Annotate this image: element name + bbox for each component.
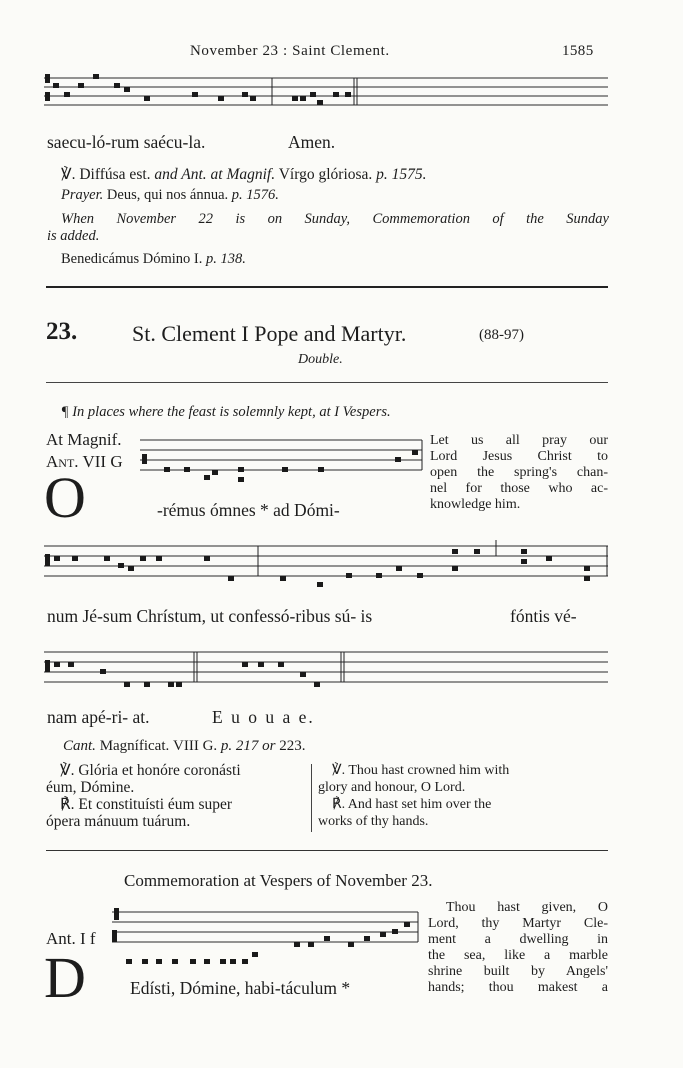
- canticle-mode: VIII G.: [173, 738, 218, 754]
- feast-number: 23.: [46, 318, 78, 345]
- versicle-page: p. 1575.: [376, 166, 427, 183]
- music-staff-4: [44, 652, 610, 700]
- benedicamus-line: [61, 251, 246, 268]
- canticle-name: Magníficat.: [99, 738, 170, 754]
- versicle-english-line: glory and honour, O Lord.: [318, 780, 466, 795]
- feast-rank: Double.: [298, 352, 343, 367]
- versicle-latin-line: ℟. Et constituísti éum super: [60, 796, 233, 813]
- translation-line: hands; thou makest a: [428, 980, 608, 995]
- canticle-page-alt: 223.: [279, 738, 306, 754]
- versicle-antiphon: Vírgo glóriosa.: [278, 166, 373, 183]
- column-divider: [311, 764, 312, 832]
- versicle-latin-line: ℣. Glória et honóre coronásti: [60, 762, 241, 779]
- versicle-latin-line: ópera mánuum tuárum.: [46, 813, 191, 830]
- prayer-text: Deus, qui nos ánnua.: [106, 187, 229, 203]
- canticle-line: [63, 738, 306, 755]
- prayer-line: [61, 187, 279, 204]
- versicle-english-line: ℣. Thou hast crowned him with: [332, 763, 510, 778]
- vespers-rubric: ¶ In places where the feast is solemnly kept, at I Vespers.: [61, 404, 391, 420]
- drop-initial-o: O: [44, 465, 86, 530]
- antiphon-label: At Magnif.: [46, 430, 122, 449]
- lyric-amen: Amen.: [288, 132, 336, 152]
- feast-title: St. Clement I Pope and Martyr.: [132, 321, 407, 346]
- versicle-english-line: works of thy hands.: [318, 814, 429, 829]
- antiphon-lyric-line-2-end: fóntis vé-: [510, 606, 577, 626]
- prayer-rubric: Prayer.: [61, 187, 104, 203]
- versicle-english-line: ℟. And hast set him over the: [332, 797, 492, 812]
- commemoration-lyric: Edísti, Dómine, habi-táculum *: [130, 978, 351, 998]
- translation-line: open the spring's chan-: [430, 465, 608, 480]
- antiphon-lyric-line-2: num Jé-sum Chrístum, ut confessó-ribus sú- is: [47, 606, 373, 626]
- versicle-line: [61, 165, 427, 184]
- antiphon-lyric-line-1: -rémus ómnes * ad Dómi-: [157, 500, 340, 520]
- antiphon-lyric-line-3: nam apé-ri- at.: [47, 707, 150, 727]
- translation-line: Lord, thy Martyr Cle-: [428, 916, 608, 931]
- translation-line: Lord Jesus Christ to: [430, 449, 608, 464]
- canticle-page: p. 217: [220, 738, 259, 754]
- versicle-text: ℣. Diffúsa est.: [61, 166, 151, 183]
- antiphon-mode: Ant. VII G: [46, 452, 123, 471]
- versicle-latin-line: éum, Dómine.: [46, 779, 135, 796]
- translation-line: Let us all pray our: [430, 433, 608, 448]
- translation-line: nel for those who ac-: [430, 481, 608, 496]
- translation-line: ment a dwelling in: [428, 932, 608, 947]
- commemoration-divider: [46, 850, 608, 851]
- canticle-or: or: [262, 738, 276, 754]
- section-divider: [46, 286, 608, 288]
- canticle-rubric: Cant.: [63, 738, 96, 754]
- feast-years: (88-97): [479, 327, 524, 343]
- antiphon-translation: [430, 433, 608, 513]
- drop-initial-d: D: [44, 945, 86, 1010]
- commemoration-heading: Commemoration at Vespers of November 23.: [124, 871, 433, 890]
- translation-line: the sea, like a marble: [428, 948, 608, 963]
- music-staff-3: [44, 546, 610, 602]
- rubric-when-line: When November 22 is on Sunday, Commemoration of the Sunday: [61, 211, 609, 227]
- versicle-rubric: and Ant. at Magnif.: [154, 166, 276, 183]
- commemoration-translation: [428, 900, 608, 996]
- prayer-page: p. 1576.: [231, 187, 279, 203]
- commemoration-antiphon-label: Ant. I f: [46, 929, 96, 948]
- translation-line: Thou hast given, O: [446, 900, 608, 915]
- music-staff-2: [140, 440, 425, 492]
- running-title: November 23 : Saint Clement.: [190, 43, 390, 59]
- rubric-when-continued: is added.: [47, 228, 100, 244]
- page-number: 1585: [562, 43, 594, 59]
- music-staff-5: [112, 912, 422, 972]
- translation-line: knowledge him.: [430, 497, 521, 512]
- versicle-latin-column: [46, 762, 304, 830]
- euouae-line: E u o u a e.: [212, 707, 315, 727]
- versicle-english-column: [318, 762, 608, 830]
- benedicamus-page: p. 138.: [205, 251, 246, 267]
- translation-line: shrine built by Angels': [428, 964, 608, 979]
- title-divider: [46, 382, 608, 383]
- benedicamus-text: Benedicámus Dómino I.: [61, 251, 203, 267]
- music-staff-1: [44, 70, 610, 122]
- lyric-line: saecu-ló-rum saécu-la.: [47, 132, 206, 152]
